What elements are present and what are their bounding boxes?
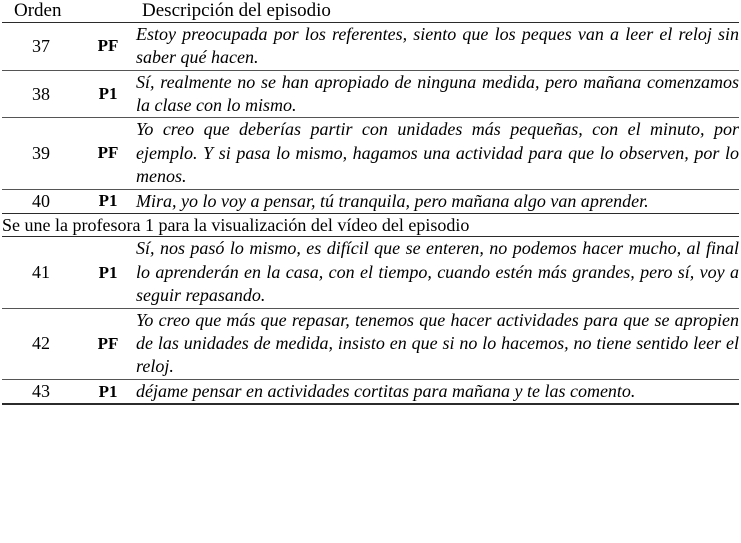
cell-speaker: P1 <box>80 379 136 404</box>
table-row <box>2 308 739 379</box>
cell-orden: 39 <box>2 118 80 189</box>
note-text: Se une la profesora 1 para la visualización del vídeo del episodio <box>2 213 739 237</box>
column-header-descripcion: Descripción del episodio <box>142 0 331 21</box>
column-header-orden: Orden <box>14 0 62 21</box>
cell-speaker: PF <box>80 118 136 189</box>
table-header <box>2 0 739 22</box>
cell-orden: 42 <box>2 308 80 379</box>
cell-orden: 43 <box>2 379 80 404</box>
table-bottom-rule <box>2 404 739 405</box>
table-row <box>2 70 739 118</box>
cell-speaker: PF <box>80 22 136 70</box>
table-note-row <box>2 213 739 237</box>
table-row <box>2 237 739 308</box>
cell-orden: 41 <box>2 237 80 308</box>
cell-speaker: PF <box>80 308 136 379</box>
cell-orden: 37 <box>2 22 80 70</box>
cell-description: Sí, nos pasó lo mismo, es difícil que se enteren, no podemos hacer mucho, al final lo aprenderán en la casa, con el tiempo, cuando estén más grandes, pero sí, voy a seguir repasando. <box>136 237 739 308</box>
table-row <box>2 118 739 189</box>
cell-description: Yo creo que más que repasar, tenemos que hacer actividades para que se apropien de las unidades de medida, insisto en que si no lo hacemos, no tiene sentido leer el reloj. <box>136 308 739 379</box>
table-header-row <box>2 0 739 22</box>
cell-description: Sí, realmente no se han apropiado de ninguna medida, pero mañana comenzamos la clase con lo mismo. <box>136 70 739 118</box>
cell-description: Estoy preocupada por los referentes, siento que los peques van a leer el reloj sin saber qué hacen. <box>136 22 739 70</box>
cell-orden: 38 <box>2 70 80 118</box>
cell-description: Mira, yo lo voy a pensar, tú tranquila, pero mañana algo van aprender. <box>136 189 739 213</box>
cell-speaker: P1 <box>80 189 136 213</box>
cell-speaker: P1 <box>80 70 136 118</box>
cell-description: Yo creo que deberías partir con unidades más pequeñas, con el minuto, por ejemplo. Y si pasa lo mismo, hagamos una actividad para que lo observen, por lo menos. <box>136 118 739 189</box>
table-row <box>2 189 739 213</box>
cell-speaker: P1 <box>80 237 136 308</box>
cell-orden: 40 <box>2 189 80 213</box>
cell-description: déjame pensar en actividades cortitas para mañana y te las comento. <box>136 379 739 404</box>
table-body <box>2 22 739 405</box>
table-row <box>2 22 739 70</box>
episode-table <box>2 0 739 405</box>
table-row <box>2 379 739 404</box>
